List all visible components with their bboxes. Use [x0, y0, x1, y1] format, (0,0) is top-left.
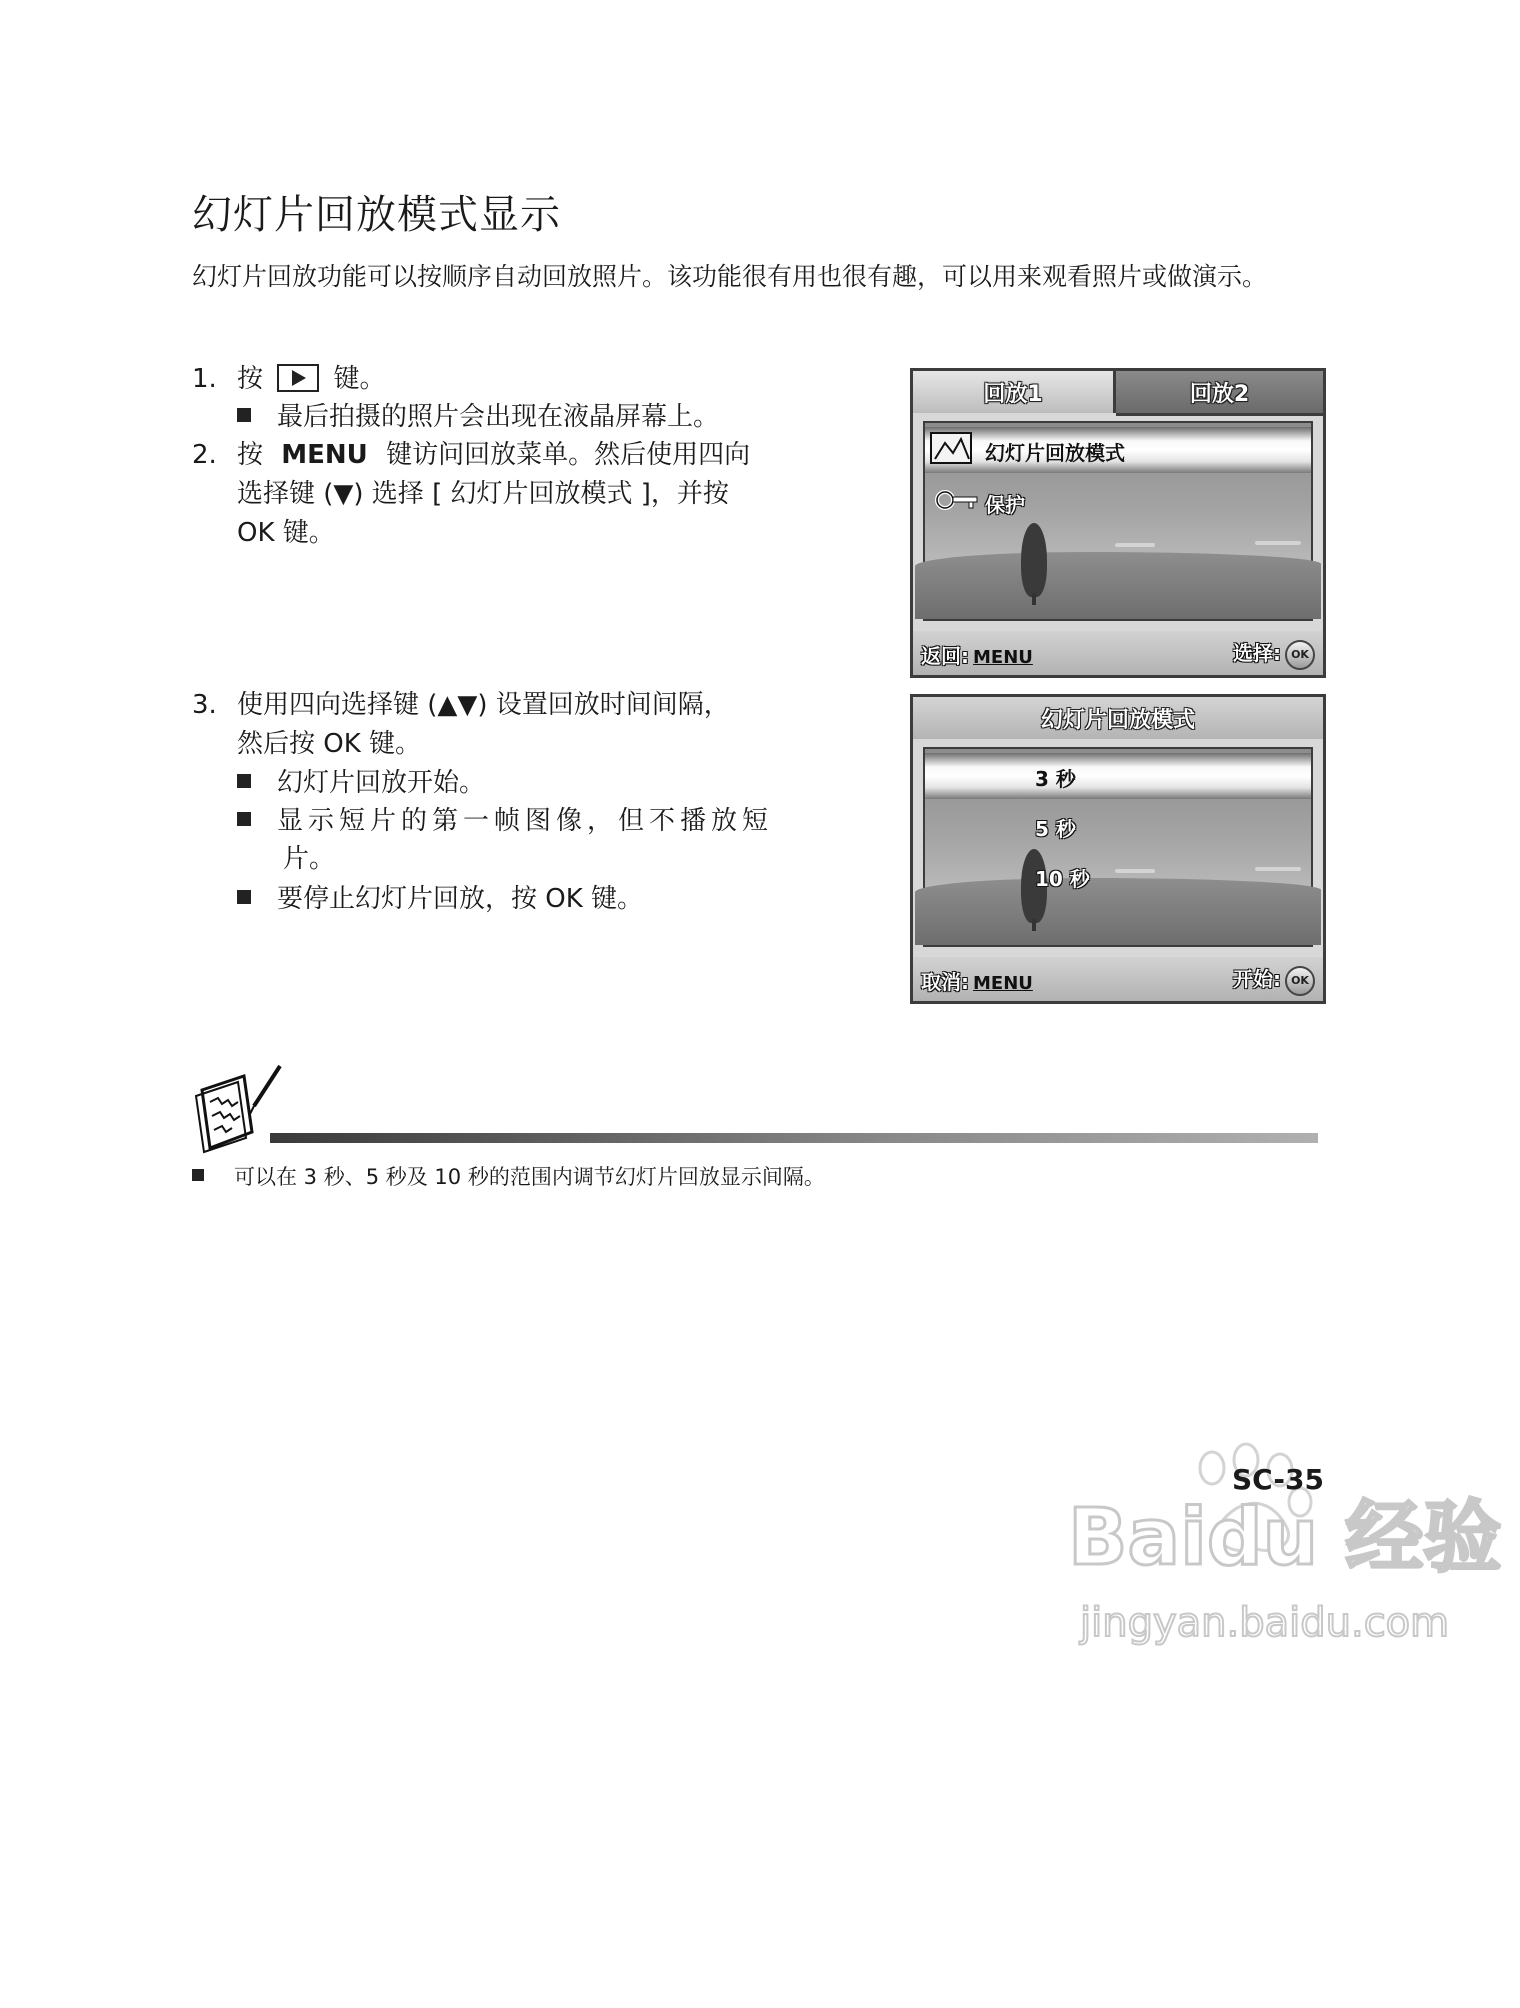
back-hint: 返回: MENU — [921, 644, 1033, 668]
screen-bottom-bar — [913, 631, 1323, 675]
step-text: 按 — [237, 440, 264, 470]
step-text: 使用四向选择键 (▲▼) 设置回放时间间隔， — [237, 690, 730, 720]
step-number: 1. — [192, 364, 217, 394]
playback-menu-screen — [910, 368, 1326, 678]
play-icon — [277, 364, 319, 392]
watermark-brand: Baidu 经验 — [1068, 1493, 1502, 1583]
key-icon — [935, 487, 981, 513]
intro-paragraph: 幻灯片回放功能可以按顺序自动回放照片。该功能很有用也很有趣，可以用来观看照片或做演示。 — [192, 262, 1268, 291]
bullet-square-icon — [237, 774, 251, 788]
ok-button-icon[interactable]: OK — [1285, 640, 1315, 670]
bullet-square-icon — [237, 890, 251, 904]
menu-key[interactable]: MENU — [973, 973, 1033, 994]
bullet-square-icon — [237, 812, 251, 826]
bullet-text: 最后拍摄的照片会出现在液晶屏幕上。 — [277, 402, 720, 432]
step-1 — [192, 360, 832, 400]
watermark-url: jingyan.baidu.com — [1080, 1600, 1450, 1646]
step-3-bullet — [237, 764, 485, 803]
note — [192, 1161, 825, 1191]
tab-playback-2[interactable]: 回放2 — [1116, 371, 1323, 416]
step-text: 然后按 OK 键。 — [237, 729, 422, 759]
menu-key[interactable]: MENU — [973, 647, 1033, 668]
tab-playback-1[interactable]: 回放1 — [913, 371, 1116, 413]
step-text: 按 — [237, 364, 264, 394]
screen-title: 幻灯片回放模式 — [913, 697, 1323, 739]
bullet-text-continued: 片。 — [283, 844, 336, 874]
tree-icon — [1021, 523, 1047, 597]
bullet-square-icon — [237, 408, 251, 422]
menu-item-slideshow[interactable]: 幻灯片回放模式 — [985, 441, 1125, 465]
step-number: 2. — [192, 440, 217, 470]
cancel-hint: 取消: MENU — [921, 970, 1033, 994]
start-hint: 开始: OK — [1233, 963, 1315, 996]
background-photo — [923, 747, 1313, 947]
ok-button-icon[interactable]: OK — [1285, 966, 1315, 996]
menu-tabs — [913, 371, 1323, 413]
bullet-text: 显示短片的第一帧图像，但不播放短 — [277, 806, 774, 836]
background-photo — [923, 421, 1313, 621]
step-3-bullet — [237, 880, 643, 919]
interval-option-5s[interactable]: 5 秒 — [1035, 817, 1076, 841]
step-1-bullet — [237, 398, 719, 437]
page-number: SC-35 — [1232, 1463, 1324, 1496]
slideshow-interval-screen — [910, 694, 1326, 1004]
bullet-square-icon — [192, 1169, 204, 1181]
bullet-text: 要停止幻灯片回放，按 OK 键。 — [277, 884, 644, 914]
step-3 — [192, 686, 832, 766]
step-3-bullet — [237, 802, 773, 841]
step-2 — [192, 436, 832, 556]
step-text: 键访问回放菜单。然后使用四向 — [386, 440, 751, 470]
menu-item-protect[interactable]: 保护 — [985, 493, 1025, 517]
step-number: 3. — [192, 690, 217, 720]
select-hint: 选择: OK — [1233, 637, 1315, 670]
step-text: OK 键。 — [237, 518, 335, 548]
menu-key-label: MENU — [281, 440, 368, 470]
page-title: 幻灯片回放模式显示 — [192, 192, 561, 238]
interval-option-3s[interactable]: 3 秒 — [1035, 767, 1076, 791]
step-text: 键。 — [333, 364, 386, 394]
note-divider — [270, 1133, 1318, 1143]
slideshow-icon — [929, 431, 979, 467]
bullet-text: 幻灯片回放开始。 — [277, 768, 486, 798]
step-text: 选择键 (▼) 选择 [ 幻灯片回放模式 ]，并按 — [237, 479, 729, 509]
interval-option-10s[interactable]: 10 秒 — [1035, 867, 1090, 891]
note-text: 可以在 3 秒、5 秒及 10 秒的范围内调节幻灯片回放显示间隔。 — [234, 1165, 825, 1189]
screen-bottom-bar — [913, 957, 1323, 1001]
